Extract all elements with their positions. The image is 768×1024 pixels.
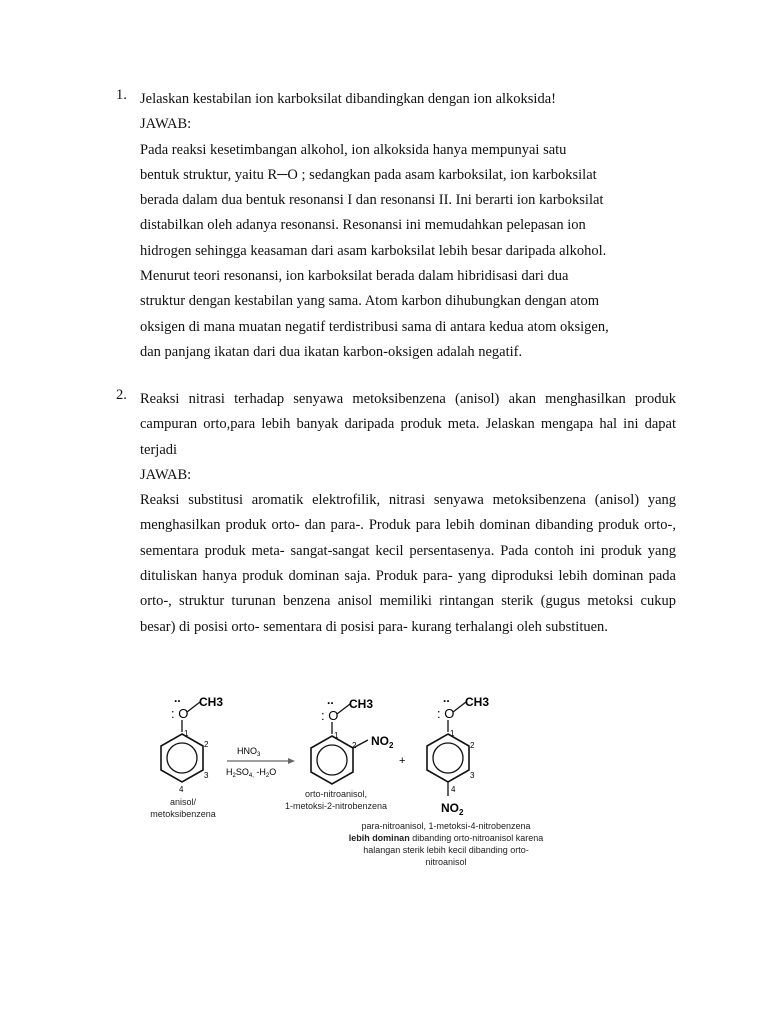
oxygen-label: : O xyxy=(321,708,339,723)
anisole-caption: anisol/ metoksibenzena xyxy=(150,797,216,819)
position-4: 4 xyxy=(179,785,184,794)
question-2-body xyxy=(140,387,676,640)
position-4: 4 xyxy=(451,785,456,794)
position-3: 3 xyxy=(204,771,209,780)
anisole-molecule xyxy=(161,691,223,794)
reagent-top: $HNO_3$ xyxy=(237,746,261,758)
nitro-label: $NO_2$ xyxy=(441,801,464,817)
answer-line: bentuk struktur, yaitu R─O ; sedangkan pada asam karboksilat, ion karboksilat xyxy=(140,166,597,183)
reaction-arrow xyxy=(226,746,295,779)
answer-line: Pada reaksi kesetimbangan alkohol, ion alkoksida hanya mempunyai satu xyxy=(140,141,567,158)
position-1: 1 xyxy=(334,731,339,740)
question-number: 2. xyxy=(116,387,127,403)
answer-line: distabilkan oleh adanya resonansi. Resonansi ini memudahkan pelepasan ion xyxy=(140,217,586,234)
oxygen-label: : O xyxy=(437,706,455,721)
question-number: 1. xyxy=(116,87,127,103)
nitration-reaction-diagram xyxy=(140,688,570,880)
answer-line: struktur dengan kestabilan yang sama. Atom karbon dihubungkan dengan atom xyxy=(140,293,600,310)
answer-line: berada dalam dua bentuk resonansi I dan resonansi II. Ini berarti ion karboksilat xyxy=(140,192,604,209)
question-text: Jelaskan kestabilan ion karboksilat dibandingkan dengan ion alkoksida! xyxy=(140,91,556,107)
nitro-label: $NO_2$ xyxy=(371,734,394,750)
position-2: 2 xyxy=(470,741,475,750)
answer-line: hidrogen sehingga keasaman dari asam karboksilat lebih besar daripada alkohol. xyxy=(140,242,607,259)
methyl-label: CH3 xyxy=(199,695,224,709)
answer-paragraph: Reaksi substitusi aromatik elektrofilik, nitrasi senyawa metoksibenzena (anisol) yang menghasilkan produk orto- dan para-. Produk para lebih dominan dibanding produk orto-, sementara produk meta- sangat-sangat kecil persentasenya. Pada contoh ini produk yang dituliskan hanya produk dominan saja. Produk para- yang diproduksi lebih dominan pada orto-, struktur turunan benzena anisol memiliki rintangan sterik (gugus metoksi cukup besar) di posisi orto- sementara di posisi para- kurang terhalangi oleh substituen. xyxy=(140,492,676,635)
question-1-body xyxy=(140,87,676,365)
methyl-label: CH3 xyxy=(349,697,374,711)
ortho-caption: orto-nitroanisol, 1-metoksi-2-nitrobenzena xyxy=(284,789,388,811)
lone-pair: .. xyxy=(443,691,450,705)
answer-line: oksigen di mana muatan negatif terdistribusi sama di antara kedua atom oksigen, xyxy=(140,318,609,335)
plus-sign: + xyxy=(399,755,406,767)
para-nitroanisole-molecule xyxy=(427,691,489,817)
position-1: 1 xyxy=(184,729,189,738)
para-caption: para-nitroanisol, 1-metoksi-4-nitrobenzena lebih dominan dibanding orto-nitroanisol karena halangan sterik lebih kecil dibanding orto- nitroanisol xyxy=(348,821,544,867)
answer-label: JAWAB: xyxy=(140,116,192,133)
lone-pair: .. xyxy=(327,693,334,707)
answer-line: dan panjang ikatan dari dua ikatan karbon-oksigen adalah negatif. xyxy=(140,343,523,360)
ortho-nitroanisole-molecule xyxy=(311,693,394,784)
methyl-label: CH3 xyxy=(465,695,490,709)
lone-pair: .. xyxy=(174,691,181,705)
position-3: 3 xyxy=(470,771,475,780)
answer-line: Menurut teori resonansi, ion karboksilat berada dalam hibridisasi dari dua xyxy=(140,268,569,285)
position-1: 1 xyxy=(450,729,455,738)
reagent-bottom: $H_2SO_{4,}$ $-H_2O$ xyxy=(226,767,277,779)
question-text: Reaksi nitrasi terhadap senyawa metoksibenzena (anisol) akan menghasilkan produk campuran orto,para lebih banyak daripada produk meta. Jelaskan mengapa hal ini dapat terjadi xyxy=(140,391,676,458)
answer-label: JAWAB: xyxy=(140,466,192,483)
oxygen-label: : O xyxy=(171,706,189,721)
position-2: 2 xyxy=(352,741,357,750)
position-2: 2 xyxy=(204,740,209,749)
